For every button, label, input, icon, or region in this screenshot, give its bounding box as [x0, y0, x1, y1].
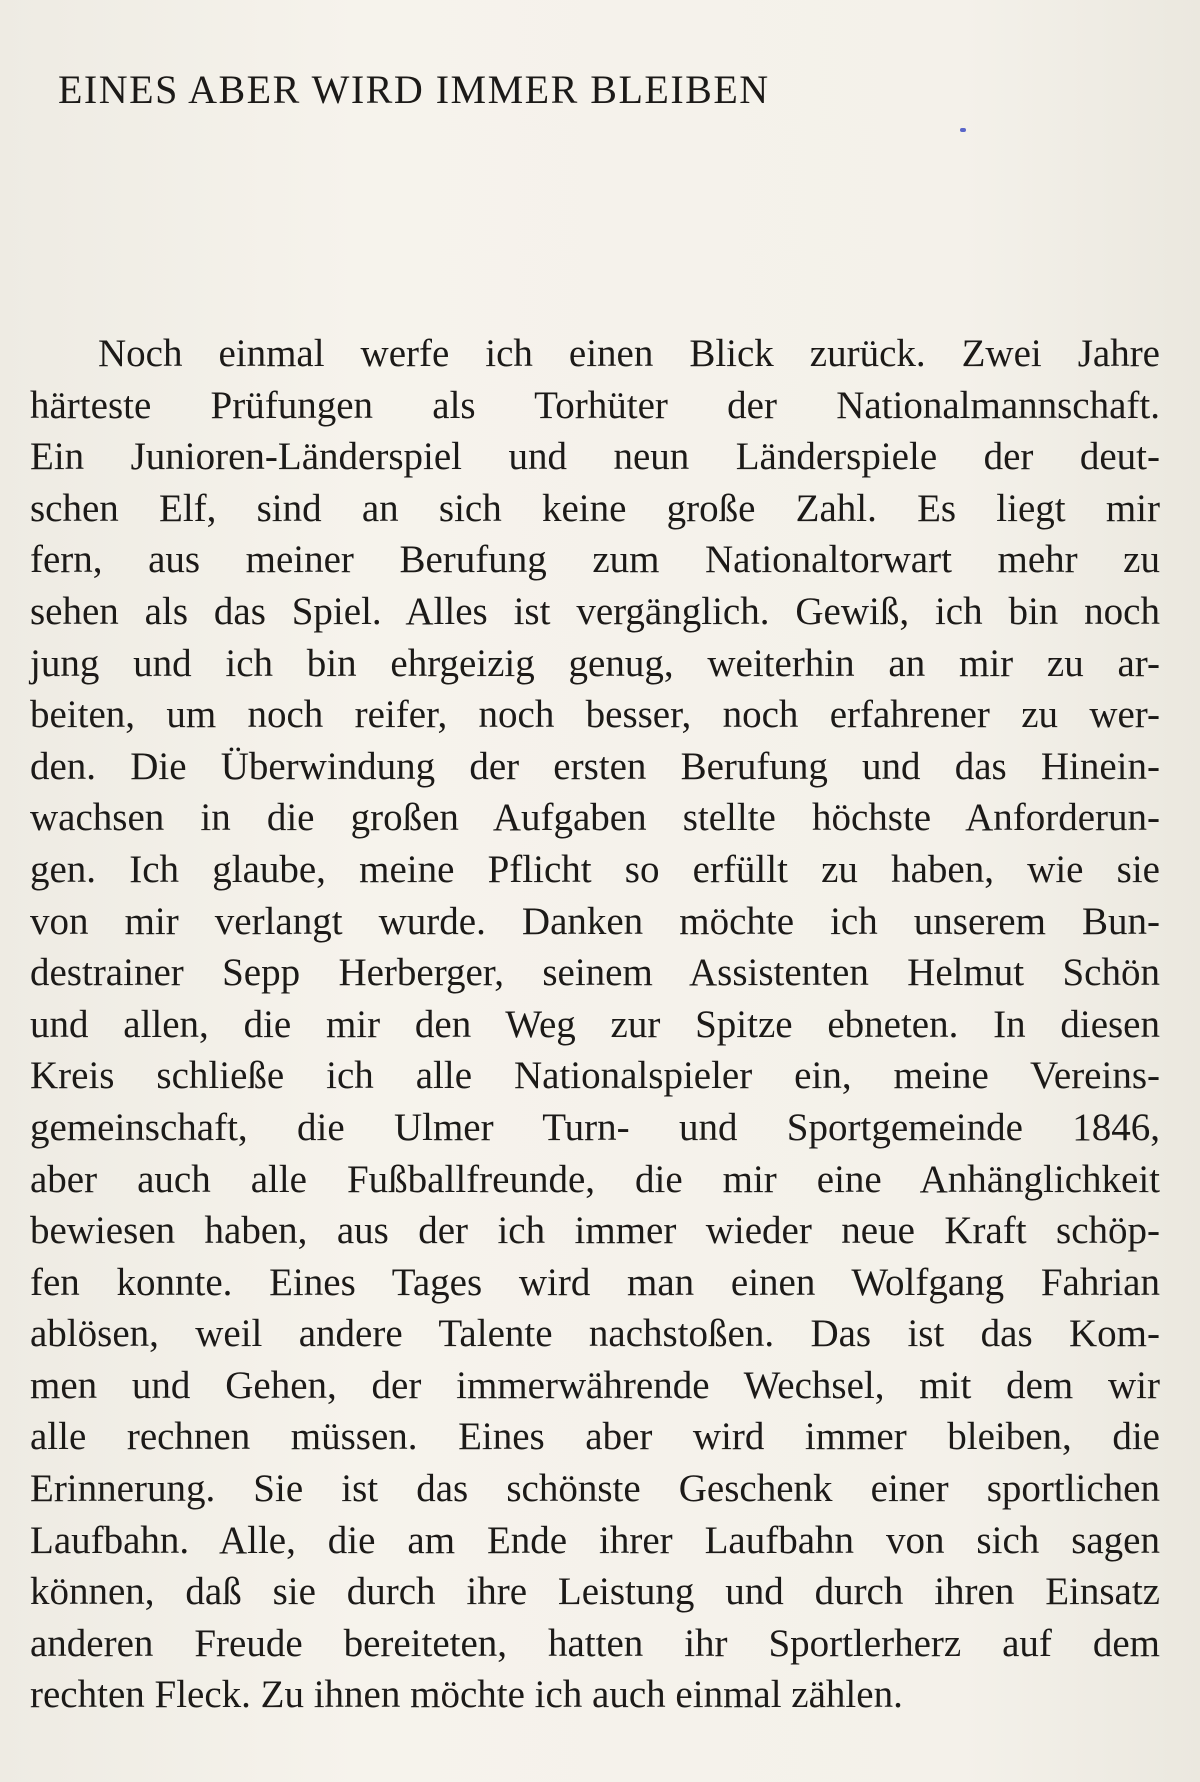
text-line: Laufbahn. Alle, die am Ende ihrer Laufbahn von sich sagen — [30, 1518, 1160, 1562]
text-line: rechten Fleck. Zu ihnen möchte ich auch einmal zählen. — [30, 1673, 903, 1717]
body-paragraph — [30, 328, 1160, 1721]
text-line: anderen Freude bereiteten, hatten ihr Sportlerherz auf dem — [30, 1621, 1160, 1665]
text-line: Kreis schließe ich alle Nationalspieler ein, meine Vereins- — [30, 1054, 1160, 1098]
text-line: Noch einmal werfe ich einen Blick zurück. Zwei Jahre — [98, 332, 1160, 375]
text-line: gemeinschaft, die Ulmer Turn- und Sportgemeinde 1846, — [30, 1105, 1160, 1149]
text-line: den. Die Überwindung der ersten Berufung und das Hinein- — [30, 744, 1160, 788]
text-line: schen Elf, sind an sich keine große Zahl. Es liegt mir — [30, 486, 1160, 530]
ink-speck — [960, 128, 966, 132]
chapter-heading: EINES ABER WIRD IMMER BLEIBEN — [58, 67, 770, 112]
text-line: Ein Junioren-Länderspiel und neun Länderspiele der deut- — [30, 435, 1160, 479]
text-line: und allen, die mir den Weg zur Spitze ebneten. In diesen — [30, 1002, 1160, 1046]
text-line: destrainer Sepp Herberger, seinem Assistenten Helmut Schön — [30, 951, 1160, 995]
text-line: wachsen in die großen Aufgaben stellte höchste Anforderun- — [30, 796, 1160, 840]
text-line: sehen als das Spiel. Alles ist vergänglich. Gewiß, ich bin noch — [30, 589, 1160, 633]
text-line: fern, aus meiner Berufung zum Nationaltorwart mehr zu — [30, 538, 1160, 582]
text-line: aber auch alle Fußballfreunde, die mir eine Anhänglichkeit — [30, 1157, 1160, 1201]
text-line: Erinnerung. Sie ist das schönste Geschenk einer sportlichen — [30, 1467, 1160, 1511]
text-line: fen konnte. Eines Tages wird man einen Wolfgang Fahrian — [30, 1260, 1160, 1304]
text-line: gen. Ich glaube, meine Pflicht so erfüllt zu haben, wie sie — [30, 847, 1160, 891]
text-line: härteste Prüfungen als Torhüter der Nationalmannschaft. — [30, 383, 1160, 427]
text-line: alle rechnen müssen. Eines aber wird immer bleiben, die — [30, 1415, 1160, 1459]
text-line: men und Gehen, der immerwährende Wechsel, mit dem wir — [30, 1363, 1160, 1407]
text-line: beiten, um noch reifer, noch besser, noch erfahrener zu wer- — [30, 693, 1160, 737]
text-line: jung und ich bin ehrgeizig genug, weiterhin an mir zu ar- — [30, 641, 1160, 685]
text-line: ablösen, weil andere Talente nachstoßen. Das ist das Kom- — [30, 1312, 1160, 1356]
text-line: können, daß sie durch ihre Leistung und durch ihren Einsatz — [30, 1570, 1160, 1614]
text-line: bewiesen haben, aus der ich immer wieder neue Kraft schöp- — [30, 1209, 1160, 1253]
text-line: von mir verlangt wurde. Danken möchte ich unserem Bun- — [30, 899, 1160, 943]
